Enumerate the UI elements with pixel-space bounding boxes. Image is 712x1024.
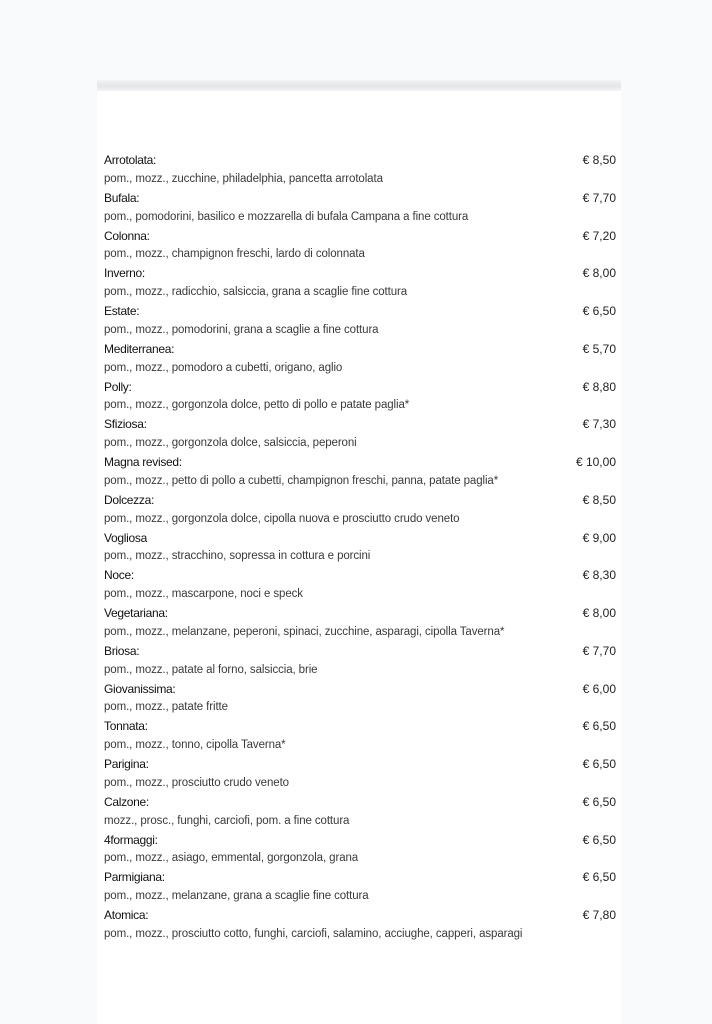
menu-item [104,868,616,906]
menu-item [104,566,616,604]
pizza-ingredients: pom., mozz., gorgonzola dolce, cipolla nuova e prosciutto crudo veneto [104,512,460,525]
pizza-ingredients: pom., mozz., gorgonzola dolce, salsiccia, peperoni [104,437,357,450]
menu-item [104,340,616,378]
pizza-name: Inverno: [104,266,145,281]
menu-item [104,793,616,831]
menu-page [97,80,621,1024]
pizza-ingredients: pom., mozz., pomodoro a cubetti, origano, aglio [104,361,343,374]
pizza-ingredients: pom., pomodorini, basilico e mozzarella di bufala Campana a fine cottura [104,210,469,223]
pizza-ingredients: pom., mozz., mascarpone, noci e speck [104,588,303,601]
pizza-name: Arrotolata: [104,153,157,167]
menu-item [104,151,616,189]
pizza-price: € 6,00 [582,681,616,696]
pizza-name: Polly: [104,379,132,394]
menu-item [104,227,616,265]
pizza-ingredients: pom., mozz., tonno, cipolla Taverna* [104,739,286,752]
pizza-name: Noce: [104,568,134,583]
menu-item [104,680,616,718]
menu-item [104,189,616,227]
pizza-name: Vegetariana: [104,606,168,620]
menu-item [104,491,616,529]
pizza-name: Atomica: [104,908,149,922]
pizza-ingredients: pom., mozz., prosciutto crudo veneto [104,776,289,789]
pizza-price: € 8,00 [582,606,616,620]
pizza-name: Calzone: [104,794,149,809]
menu-item [104,415,616,453]
pizza-name: Colonna: [104,228,150,243]
pizza-name: 4formaggi: [104,832,158,847]
pizza-price: € 6,50 [582,794,616,809]
pizza-ingredients: pom., mozz., zucchine, philadelphia, pancetta arrotolata [104,172,383,185]
pizza-ingredients: pom., mozz., melanzane, peperoni, spinaci, zucchine, asparagi, cipolla Taverna* [104,625,505,638]
pizza-name: Parigina: [104,757,149,771]
menu-item [104,755,616,793]
pizza-ingredients: pom., mozz., radicchio, salsiccia, grana a scaglie fine cottura [104,286,408,299]
pizza-price: € 7,30 [582,417,616,432]
pizza-price: € 7,80 [582,908,616,922]
pizza-name: Parmigiana: [104,870,165,885]
menu-item [104,264,616,302]
pizza-price: € 7,20 [582,228,616,243]
menu-item [104,529,616,567]
pizza-price: € 8,00 [582,266,616,281]
pizza-name: Estate: [104,304,140,318]
menu-item [104,604,616,642]
pizza-price: € 9,00 [582,530,616,545]
pizza-price: € 6,50 [582,719,616,734]
pizza-ingredients: pom., mozz., champignon freschi, lardo di colonnata [104,248,365,261]
menu-item [104,302,616,340]
pizza-ingredients: pom., mozz., gorgonzola dolce, petto di pollo e patate paglia* [104,399,410,412]
pizza-price: € 6,50 [582,832,616,847]
pizza-price: € 6,50 [582,757,616,771]
pizza-ingredients: pom., mozz., patate fritte [104,701,228,714]
pizza-name: Tonnata: [104,719,148,734]
pizza-name: Dolcezza: [104,492,154,507]
pizza-ingredients: pom., mozz., asiago, emmental, gorgonzola, grana [104,852,359,865]
pizza-price: € 5,70 [582,341,616,356]
pizza-ingredients: mozz., prosc., funghi, carciofi, pom. a fine cottura [104,814,350,827]
pizza-ingredients: pom., mozz., prosciutto cotto, funghi, carciofi, salamino, acciughe, capperi, asparagi [104,927,523,940]
pizza-price: € 8,50 [582,492,616,507]
pizza-name: Giovanissima: [104,681,176,696]
pizza-ingredients: pom., mozz., stracchino, sopressa in cottura e porcini [104,550,371,563]
pizza-price: € 10,00 [575,455,616,469]
pizza-ingredients: pom., mozz., petto di pollo a cubetti, champignon freschi, panna, patate paglia* [104,474,499,487]
pizza-menu-list [104,151,616,944]
pizza-ingredients: pom., mozz., pomodorini, grana a scaglie a fine cottura [104,323,379,336]
menu-item [104,378,616,416]
pizza-name: Sfiziosa: [104,417,147,432]
pizza-price: € 7,70 [582,190,616,205]
menu-item [104,642,616,680]
menu-item [104,453,616,491]
pizza-price: € 7,70 [582,643,616,658]
menu-item [104,831,616,869]
pizza-price: € 8,80 [582,379,616,394]
pizza-price: € 6,50 [582,870,616,885]
pizza-ingredients: pom., mozz., patate al forno, salsiccia, brie [104,663,318,676]
pizza-name: Bufala: [104,190,140,205]
menu-item [104,906,616,944]
pizza-name: Briosa: [104,643,140,658]
pizza-name: Mediterranea: [104,341,175,356]
pizza-ingredients: pom., mozz., melanzane, grana a scaglie fine cottura [104,890,369,903]
pizza-price: € 8,30 [582,568,616,583]
pizza-name: Vogliosa [104,530,147,545]
pizza-name: Magna revised: [104,455,182,469]
menu-item [104,717,616,755]
pizza-price: € 8,50 [582,153,616,167]
pizza-price: € 6,50 [582,304,616,318]
page-top-divider [97,80,621,91]
